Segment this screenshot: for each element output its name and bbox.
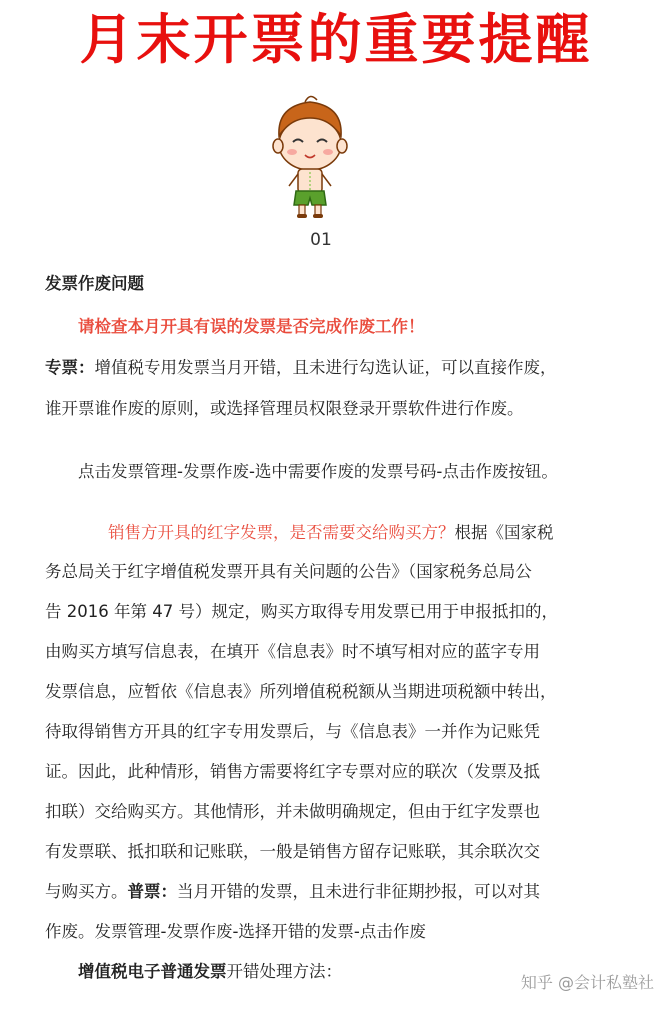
answer-line: 有发票联、抵扣联和记账联，一般是销售方留存记账联，其余联次交 [45, 842, 540, 861]
cartoon-boy-mascot [265, 92, 355, 220]
answer-tail: 与购买方。 [45, 882, 128, 901]
red-invoice-question: 销售方开具的红字发票，是否需要交给购买方？ [108, 523, 455, 542]
section-number: 01 [310, 230, 332, 250]
electronic-invoice-line [78, 952, 342, 992]
red-notice: 请检查本月开具有误的发票是否完成作废工作！ [78, 317, 425, 336]
red-invoice-question-line [108, 513, 554, 553]
answer-line: 务总局关于红字增值税发票开具有关问题的公告》（国家税务总局公 [45, 562, 532, 581]
general-invoice-steps: 作废。发票管理-发票作废-选择开错的发票-点击作废 [45, 922, 426, 941]
general-invoice-line [45, 872, 540, 912]
electronic-invoice-label: 增值税电子普通发票 [78, 962, 227, 981]
special-invoice-label: 专票： [45, 358, 95, 377]
answer-line: 告 2016 年第 47 号）规定，购买方取得专用发票已用于申报抵扣的， [45, 602, 558, 621]
electronic-invoice-text: 开错处理方法： [226, 962, 342, 981]
answer-line: 证。因此，此种情形，销售方需要将红字专票对应的联次（发票及抵 [45, 762, 540, 781]
special-invoice-line-1 [45, 348, 557, 388]
general-invoice-text: 当月开错的发票，且未进行非征期抄报，可以对其 [177, 882, 540, 901]
page-title: 月末开票的重要提醒 [79, 7, 593, 71]
answer-lead: 根据《国家税 [454, 523, 554, 542]
general-invoice-label: 普票： [127, 882, 177, 901]
section-heading: 发票作废问题 [45, 274, 144, 293]
answer-line: 扣联）交给购买方。其他情形，并未做明确规定，但由于红字发票也 [45, 802, 540, 821]
answer-line: 待取得销售方开具的红字专用发票后，与《信息表》一并作为记账凭 [45, 722, 540, 741]
zhihu-watermark: 知乎 @会计私塾社 [520, 973, 654, 992]
answer-line: 由购买方填写信息表，在填开《信息表》时不填写相对应的蓝字专用 [45, 642, 540, 661]
cancel-steps: 点击发票管理-发票作废-选中需要作废的发票号码-点击作废按钮。 [78, 462, 558, 481]
special-invoice-line-2: 谁开票谁作废的原则，或选择管理员权限登录开票软件进行作废。 [45, 399, 524, 418]
special-invoice-text-1: 增值税专用发票当月开错，且未进行勾选认证，可以直接作废， [94, 358, 557, 377]
answer-line: 发票信息，应暂依《信息表》所列增值税税额从当期进项税额中转出， [45, 682, 557, 701]
